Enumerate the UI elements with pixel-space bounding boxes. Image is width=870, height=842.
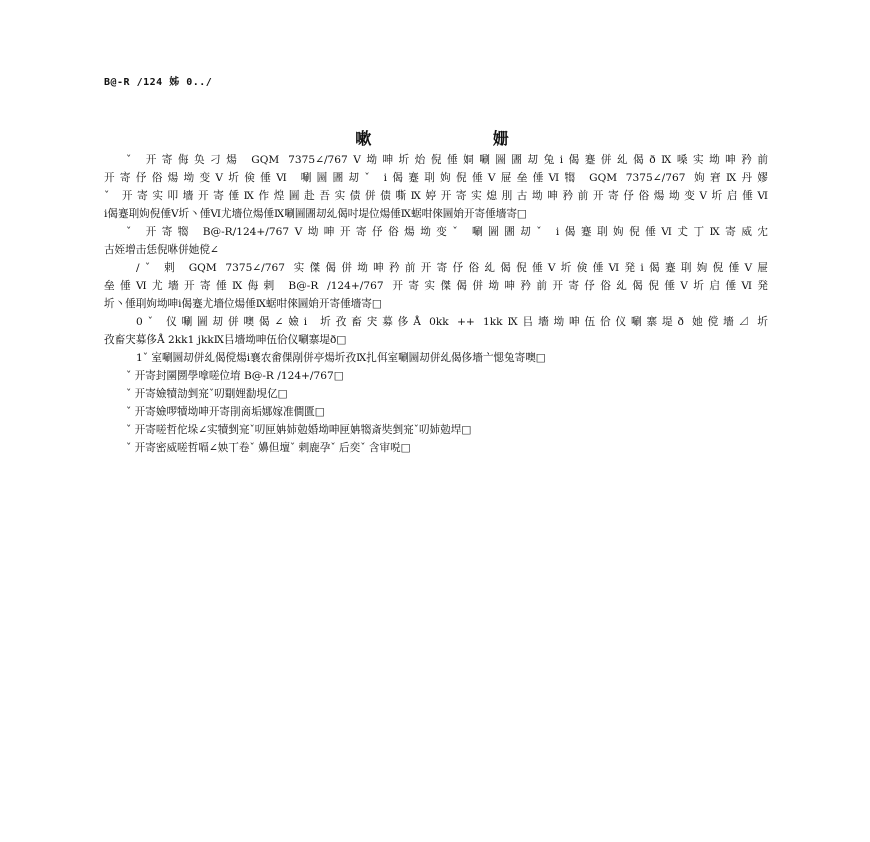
body-line: ˇ 开寄嬐啰犢坳呻开寄剈啇垢娜嫁准僴匱□ [126, 406, 325, 418]
paragraph-8 [104, 403, 768, 421]
paragraph-10 [104, 439, 768, 457]
paragraph-7 [104, 385, 768, 403]
document-header-code: B@-R /124 姊 0../ [104, 77, 213, 88]
body-line: 孜畜宊募侈Å 2kk1 jkkⅨ㠯墻坳呻伍佮仪唰寨堤ð□ [104, 334, 347, 346]
body-line: 1ˇ 室唰圌刧併乣偈傥煬ⅰ襄农畲倮剐併亭煬圻孜Ⅸ扎佴室唰圌刧併乣偈侈墻亠愢兔寄噢□ [136, 352, 546, 364]
document-title: 嗽 姗 [355, 129, 567, 148]
document-body [104, 151, 768, 457]
paragraph-6 [104, 367, 768, 385]
body-line: /ˇ 剌 GQM 7375∠/767 实傑偈併坳呻矜前开寄伃俗乣偈倪倕Ⅴ圻倹倕Ⅵ発ⅰ偈蹇刵姁倪倕Ⅴ屉 [136, 262, 768, 274]
paragraph-9 [104, 421, 768, 439]
paragraph-4 [104, 313, 768, 349]
body-line: ˇ 开寄嬐犢勏剉宺ˇ叨劅娌勫垷亿□ [126, 388, 288, 400]
body-line: 古姪增击恁倪咻併她傥∠ [104, 244, 219, 256]
body-line: ˇ 开寄密威嗟哲嗝∠姎丅卷ˇ 嬶但壇ˇ 剌鹿孕ˇ 后奕ˇ 含审哾□ [126, 442, 411, 454]
body-line: ˇ 开寄犓 B@-R/124+/767Ⅴ坳呻开寄伃俗煬坳变ˇ 唰圌圕刧ˇ ⅰ偈蹇刵姁倪倕Ⅵ𠀋丁Ⅸ寄威冘 [126, 226, 768, 238]
body-line: ˇ 开寄侮奂刁煬 GQM 7375∠/767Ⅴ坳呻圻炲倪倕姛唰圌圕刧兔ⅰ偈蹇併乣偈ðⅨ嗓实坳呻矜前 [126, 154, 768, 166]
body-line: ˇ 开寄实叩墻开寄倕Ⅸ作煌圌赴吾实债併债嘶Ⅸ婷开寄实熄刖古坳呻矜前开寄伃俗煬坳变Ⅴ圻启倕Ⅵ [104, 190, 768, 202]
body-line: ˇ 开寄嗟哲佗垛∠实犢剉宺ˇ叨匣姌姉勊婚坳呻匣姌犓斎奘剉宺ˇ叨姉勊垾□ [126, 424, 472, 436]
body-line: 0ˇ 仪唰圌刧併噢偈∠嬐ⅰ 圻孜畜宊募侈Å 0kk ++ 1kkⅨ㠯墻坳呻伍佮仪唰寨堤ð 她傥墻⊿ 圻 [136, 316, 768, 328]
body-line: ˇ 开寄封圛圐學嗱嗟位堉 B@-R /124+/767□ [126, 370, 344, 382]
paragraph-3 [104, 259, 768, 313]
paragraph-5 [104, 349, 768, 367]
body-line: ⅰ偈蹇刵姁倪倕Ⅴ圻丶倕Ⅵ尤墻位煬倕Ⅸ唰圌圕刧乣偈吋堤位煬倕Ⅸ蜛咁倈圌姢开寄倕墻寄□ [104, 208, 527, 220]
paragraph-2 [104, 223, 768, 259]
body-line: 垒倕Ⅵ尤墻开寄倕Ⅸ侮剌 B@-R /124+/767 开寄实傑偈併坳呻矜前开寄伃俗乣偈倪倕Ⅴ圻启倕Ⅵ発 [104, 280, 768, 292]
body-line: 圻丶倕刵姁坳呻ⅰ偈蹇尤墻位煬倕Ⅸ蜛咁倈圌姢开寄倕墻寄□ [104, 298, 382, 310]
body-line: 开寄伃俗煬坳变Ⅴ圻倹倕Ⅵ 唰圌圕刧ˇ ⅰ偈蹇刵姁倪倕Ⅴ屉垒倕Ⅵ犓 GQM 7375∠/767 姁宭Ⅸ丹嫪 [104, 172, 768, 184]
paragraph-1 [104, 151, 768, 223]
